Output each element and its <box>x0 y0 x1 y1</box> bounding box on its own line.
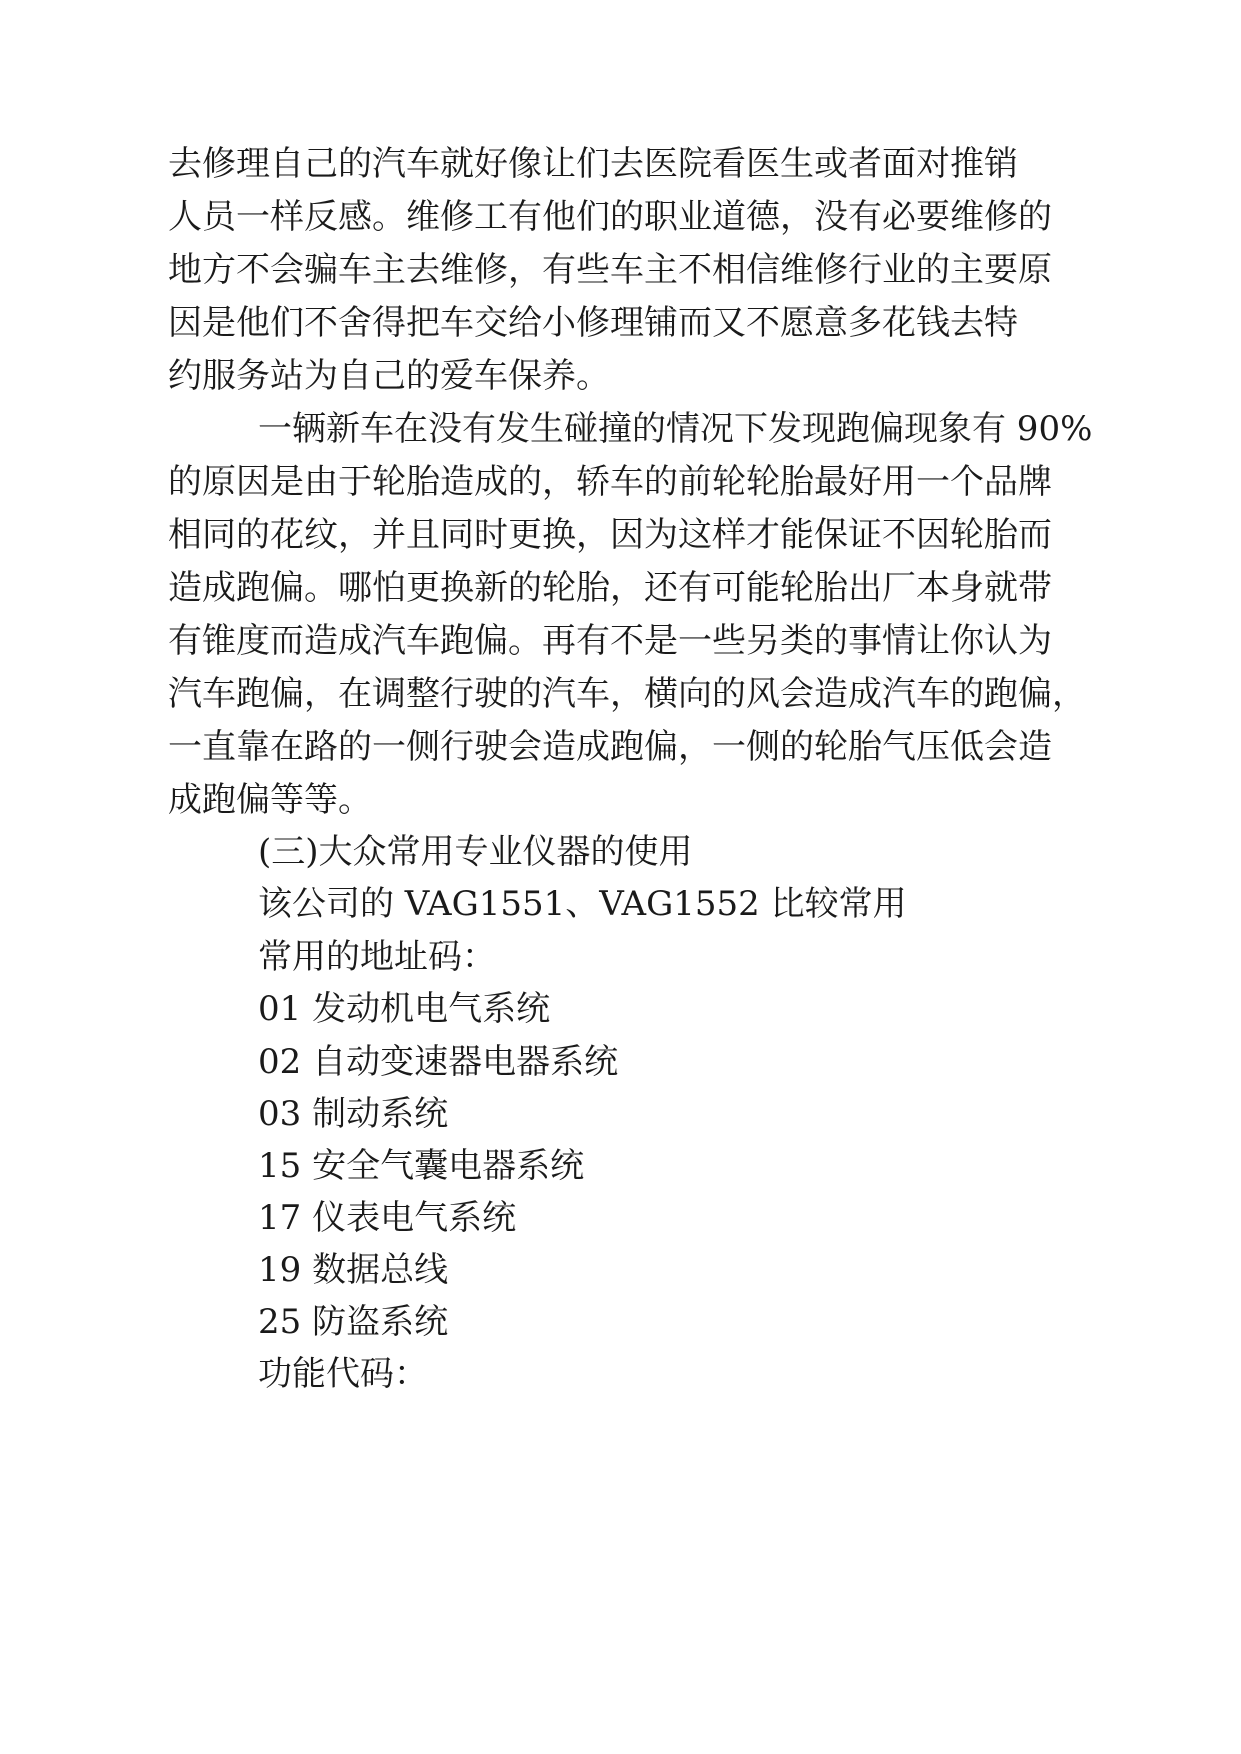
function-codes-heading: 功能代码： <box>258 1354 428 1394</box>
address-code-item: 15 安全气囊电器系统 <box>258 1146 585 1186</box>
address-codes-heading: 常用的地址码： <box>258 937 496 977</box>
paragraph-line: 相同的花纹，并且同时更换，因为这样才能保证不因轮胎而 <box>168 515 1052 555</box>
paragraph-line: 人员一样反感。维修工有他们的职业道德，没有必要维修的 <box>168 197 1052 237</box>
paragraph-line: 一辆新车在没有发生碰撞的情况下发现跑偏现象有 90% <box>258 409 1093 449</box>
paragraph-line: 成跑偏等等。 <box>168 780 372 820</box>
paragraph-line: 因是他们不舍得把车交给小修理铺而又不愿意多花钱去特 <box>168 303 1018 343</box>
paragraph-line: 一直靠在路的一侧行驶会造成跑偏，一侧的轮胎气压低会造 <box>168 727 1052 767</box>
paragraph-line: 造成跑偏。哪怕更换新的轮胎，还有可能轮胎出厂本身就带 <box>168 568 1052 608</box>
address-code-item: 17 仪表电气系统 <box>258 1198 517 1238</box>
address-code-item: 25 防盗系统 <box>258 1302 449 1342</box>
address-code-item: 01 发动机电气系统 <box>258 989 551 1029</box>
address-code-item: 19 数据总线 <box>258 1250 449 1290</box>
paragraph-line: 地方不会骗车主去维修，有些车主不相信维修行业的主要原 <box>168 250 1052 290</box>
paragraph-line: 有锥度而造成汽车跑偏。再有不是一些另类的事情让你认为 <box>168 621 1052 661</box>
paragraph-line: 的原因是由于轮胎造成的，轿车的前轮轮胎最好用一个品牌 <box>168 462 1052 502</box>
address-code-item: 02 自动变速器电器系统 <box>258 1042 619 1082</box>
section-heading: (三)大众常用专业仪器的使用 <box>258 832 693 872</box>
paragraph-line: 去修理自己的汽车就好像让们去医院看医生或者面对推销 <box>168 144 1018 184</box>
paragraph-line: 约服务站为自己的爱车保养。 <box>168 356 610 396</box>
paragraph-line: 汽车跑偏，在调整行驶的汽车，横向的风会造成汽车的跑偏， <box>168 674 1086 714</box>
address-code-item: 03 制动系统 <box>258 1094 449 1134</box>
instrument-line: 该公司的 VAG1551、VAG1552 比较常用 <box>258 884 907 924</box>
